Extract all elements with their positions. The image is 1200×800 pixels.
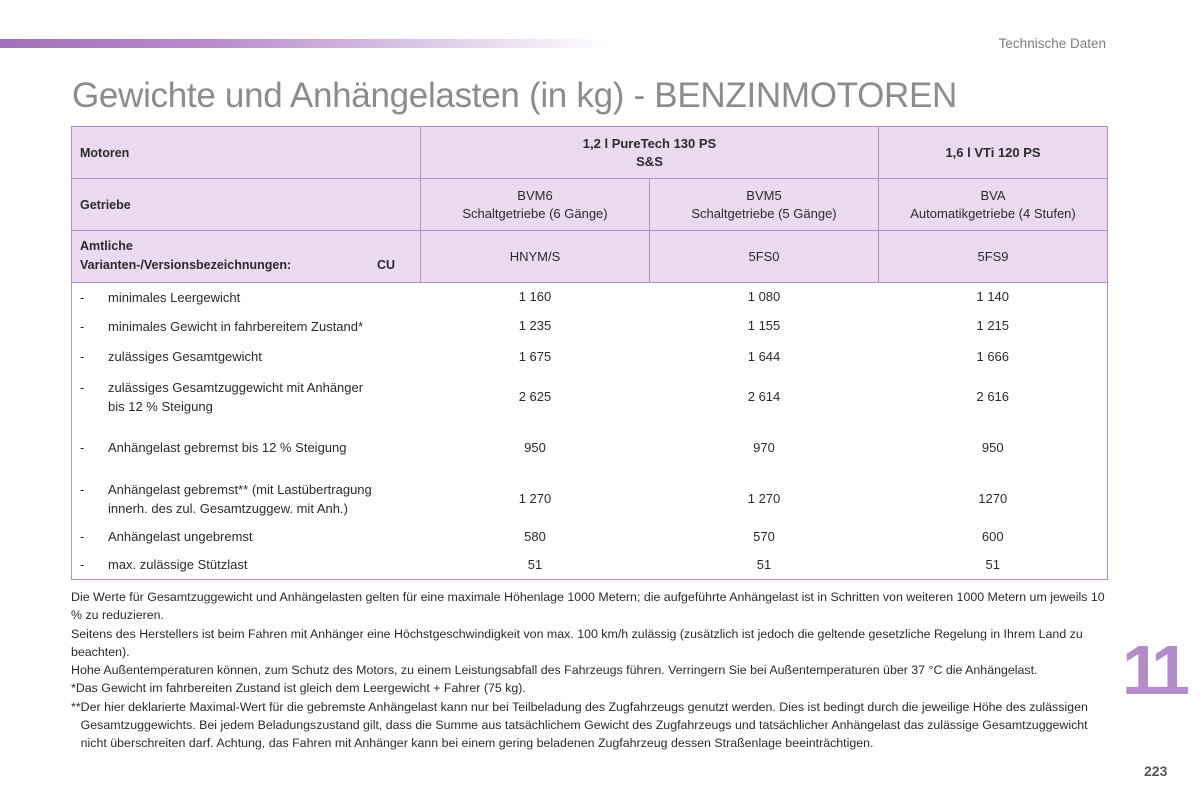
row-label bbox=[72, 523, 421, 551]
row-value: 51 bbox=[879, 551, 1108, 580]
footnote-1 bbox=[71, 679, 1106, 697]
gearbox-desc: Schaltgetriebe (6 Gänge) bbox=[462, 205, 608, 221]
row-dash: - bbox=[80, 481, 85, 497]
row-label-text: zulässiges Gesamtzuggewicht mit Anhänger bbox=[108, 379, 364, 395]
variant-code: HNYM/S bbox=[421, 231, 650, 283]
table-row bbox=[72, 341, 1108, 373]
variants-label-line2: Varianten-/Versionsbezeichnungen: bbox=[80, 258, 292, 272]
row-dash: - bbox=[80, 289, 85, 305]
engine-1-suffix: S&S bbox=[636, 153, 663, 169]
row-value: 2 614 bbox=[747, 388, 781, 404]
engine-1-header bbox=[421, 127, 879, 179]
row-dash: - bbox=[80, 440, 85, 455]
note-temperature: Hohe Außentemperaturen können, zum Schutz des Motors, zu einem Leistungsabfall des Fahrzeugs führen. Verringern Sie bei Außentemperaturen über 37 °C die Anhängelast. bbox=[71, 663, 1038, 678]
row-label-text: Anhängelast ungebremst bbox=[108, 529, 253, 544]
row-label-text: max. zulässige Stützlast bbox=[108, 557, 248, 573]
row-value: 970 bbox=[753, 439, 775, 455]
row-label-text-2: innerh. des zul. Gesamtzuggew. mit Anh.) bbox=[108, 500, 348, 516]
chapter-number: 11 bbox=[1122, 631, 1184, 709]
row-value: 1 140 bbox=[879, 283, 1108, 312]
gearbox-cell bbox=[421, 179, 650, 231]
table-row bbox=[72, 421, 1108, 475]
row-value: 1 666 bbox=[879, 341, 1108, 373]
row-value: 2 616 bbox=[879, 373, 1108, 421]
engines-row bbox=[72, 127, 1108, 179]
variants-label-line1: Amtliche bbox=[80, 239, 133, 253]
row-label-text: minimales Leergewicht bbox=[108, 289, 241, 305]
row-value: 580 bbox=[524, 528, 546, 544]
variant-code: 5FS9 bbox=[879, 231, 1108, 283]
table-row bbox=[72, 373, 1108, 421]
gearbox-code: BVM6 bbox=[517, 187, 553, 203]
motoren-label: Motoren bbox=[72, 127, 421, 179]
section-name: Technische Daten bbox=[998, 36, 1106, 51]
row-value: 51 bbox=[650, 551, 879, 580]
footnote-1-text: Das Gewicht im fahrbereiten Zustand ist gleich dem Leergewicht + Fahrer (75 kg). bbox=[75, 681, 526, 696]
row-value: 1270 bbox=[879, 475, 1108, 523]
row-label-text: zulässiges Gesamtgewicht bbox=[108, 349, 262, 364]
weights-table bbox=[71, 126, 1108, 580]
row-label-text-2: bis 12 % Steigung bbox=[108, 398, 213, 414]
gearbox-desc: Schaltgetriebe (5 Gänge) bbox=[691, 205, 837, 221]
page-title: Gewichte und Anhängelasten (in kg) - BENZINMOTOREN bbox=[72, 76, 958, 115]
row-dash: - bbox=[80, 349, 85, 364]
row-value: 570 bbox=[753, 528, 775, 544]
notes bbox=[71, 588, 1106, 753]
gearbox-code: BVM5 bbox=[746, 187, 782, 203]
row-value: 1 235 bbox=[518, 318, 552, 333]
row-label bbox=[72, 475, 421, 523]
row-value: 1 270 bbox=[518, 490, 552, 506]
note-speed: Seitens des Herstellers ist beim Fahren mit Anhänger eine Höchstgeschwindigkeit von max. 100 km/h zulässig (zusätzlich ist jedoch die geltende gesetzliche Regelung in Ihrem Land zu beachten). bbox=[71, 626, 1083, 659]
row-value: 1 644 bbox=[747, 348, 781, 364]
row-value: 1 155 bbox=[747, 318, 781, 333]
row-dash: - bbox=[80, 557, 85, 573]
row-label bbox=[72, 283, 421, 312]
engine-2-header: 1,6 l VTi 120 PS bbox=[879, 127, 1108, 179]
row-label-text: Anhängelast gebremst bis 12 % Steigung bbox=[108, 440, 347, 455]
variants-row bbox=[72, 231, 1108, 283]
row-dash: - bbox=[80, 379, 85, 395]
engine-1-name: 1,2 l PureTech 130 PS bbox=[582, 135, 717, 151]
getriebe-label: Getriebe bbox=[72, 179, 421, 231]
row-value: 1 160 bbox=[518, 289, 552, 305]
note-altitude: Die Werte für Gesamtzuggewicht und Anhängelasten gelten für eine maximale Höhenlage 1000 Metern; die aufgeführte Anhängelast ist in Schritten von weiteren 1000 Metern um jeweils 10 % zu reduzieren. bbox=[71, 590, 1105, 623]
row-value: 2 625 bbox=[518, 388, 552, 404]
row-value: 950 bbox=[524, 439, 546, 455]
table-row bbox=[72, 283, 1108, 312]
header-accent-bar bbox=[0, 39, 610, 48]
row-value: 51 bbox=[421, 551, 650, 580]
table-row bbox=[72, 312, 1108, 341]
row-value: 1 215 bbox=[879, 312, 1108, 341]
footnote-1-mark: * bbox=[71, 681, 76, 696]
gearbox-row bbox=[72, 179, 1108, 231]
row-label bbox=[72, 312, 421, 341]
variant-code: 5FS0 bbox=[650, 231, 879, 283]
gearbox-code: BVA bbox=[980, 187, 1006, 203]
row-label-text: Anhängelast gebremst** (mit Lastübertragung bbox=[108, 481, 372, 497]
table-row bbox=[72, 523, 1108, 551]
row-value: 1 270 bbox=[747, 490, 781, 506]
row-value: 1 080 bbox=[747, 289, 781, 305]
table-row bbox=[72, 475, 1108, 523]
row-dash: - bbox=[80, 318, 85, 334]
row-dash: - bbox=[80, 529, 85, 544]
variants-label-cell bbox=[72, 231, 421, 283]
table-row bbox=[72, 551, 1108, 580]
gearbox-cell bbox=[879, 179, 1108, 231]
gearbox-desc: Automatikgetriebe (4 Stufen) bbox=[910, 205, 1076, 221]
row-value: 1 675 bbox=[518, 348, 552, 364]
row-value: 600 bbox=[879, 523, 1108, 551]
row-value: 950 bbox=[879, 421, 1108, 475]
page-number: 223 bbox=[1144, 763, 1168, 779]
row-label bbox=[72, 421, 421, 475]
row-label bbox=[72, 551, 421, 580]
footnote-2-text: Der hier deklarierte Maximal-Wert für die gebremste Anhängelast kann nur bei Teilbeladung des Zugfahrzeugs genutzt werden. Dies ist bedingt durch die jeweilige Höhe des zulässigen Gesamtzuggewichts. Bei jedem Beladungszustand gilt, dass die Summe aus tatsächlichem Gewicht des Zugfahrzeugs und tatsächlicher Anhängelast das zulässige Gesamtzuggewicht nicht überschreiten darf. Achtung, das Fahren mit Anhänger kann bei einem gering beladenen Zugfahrzeug dessen Straßenlage beeinträchtigen. bbox=[80, 699, 1088, 751]
gearbox-cell bbox=[650, 179, 879, 231]
row-label-text: minimales Gewicht in fahrbereitem Zustand* bbox=[108, 318, 364, 334]
row-label bbox=[72, 373, 421, 421]
footnote-2-mark: ** bbox=[71, 699, 81, 714]
footnote-2 bbox=[71, 698, 1106, 753]
variants-cu-label: CU bbox=[377, 258, 396, 272]
row-label bbox=[72, 341, 421, 373]
